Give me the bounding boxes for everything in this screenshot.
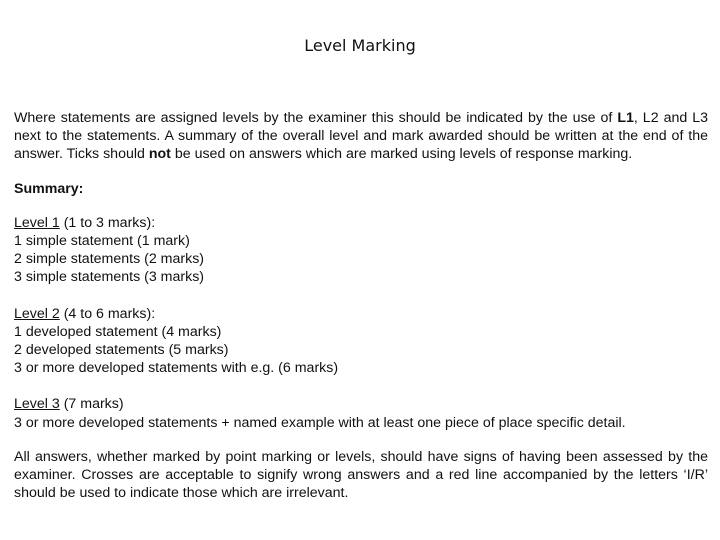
closing-paragraph: All answers, whether marked by point marking or levels, should have signs of having been assessed by the examiner. Crosses are acceptable to signify wrong answers and a red line accompanied by the letters ‘I/R’ should be used to indicate those which are irrelevant. [14, 448, 708, 502]
level-2-heading [14, 305, 708, 323]
level-1-block [14, 214, 708, 287]
level-2-block [14, 305, 708, 378]
level-1-title: Level 1 [14, 214, 60, 231]
intro-not: not [148, 146, 171, 163]
level-3-item: 3 or more developed statements + named example with at least one piece of place specific detail. [14, 414, 626, 431]
level-2-item: 1 developed statement (4 marks) [14, 323, 222, 340]
level-1-item: 1 simple statement (1 mark) [14, 233, 190, 250]
intro-text-2: , L2 and L3 next to the statements. A summary of the overall level and mark awarded should be written at the end of the answer. Ticks should [14, 110, 708, 163]
level-2-title: Level 2 [14, 305, 60, 322]
intro-l1: L1 [617, 110, 634, 126]
level-2-range: (4 to 6 marks): [59, 305, 156, 322]
level-1-range: (1 to 3 marks): [59, 214, 156, 231]
intro-paragraph [14, 109, 708, 164]
level-3-heading [14, 395, 708, 413]
intro-text-3: be used on answers which are marked using levels of response marking. [170, 146, 633, 163]
document-body [14, 109, 708, 502]
level-2-item: 2 developed statements (5 marks) [14, 342, 229, 359]
level-1-item: 3 simple statements (3 marks) [14, 269, 205, 286]
level-1-item: 2 simple statements (2 marks) [14, 251, 205, 268]
level-1-heading [14, 214, 708, 232]
intro-text-1: Where statements are assigned levels by the examiner this should be indicated by the use of [14, 110, 618, 126]
summary-heading: Summary: [14, 180, 84, 197]
level-3-block [14, 395, 708, 431]
level-3-title: Level 3 [14, 396, 60, 413]
page-title: Level Marking [304, 36, 416, 55]
level-3-range: (7 marks) [59, 396, 124, 413]
level-2-item: 3 or more developed statements with e.g. (6 marks) [14, 360, 339, 377]
